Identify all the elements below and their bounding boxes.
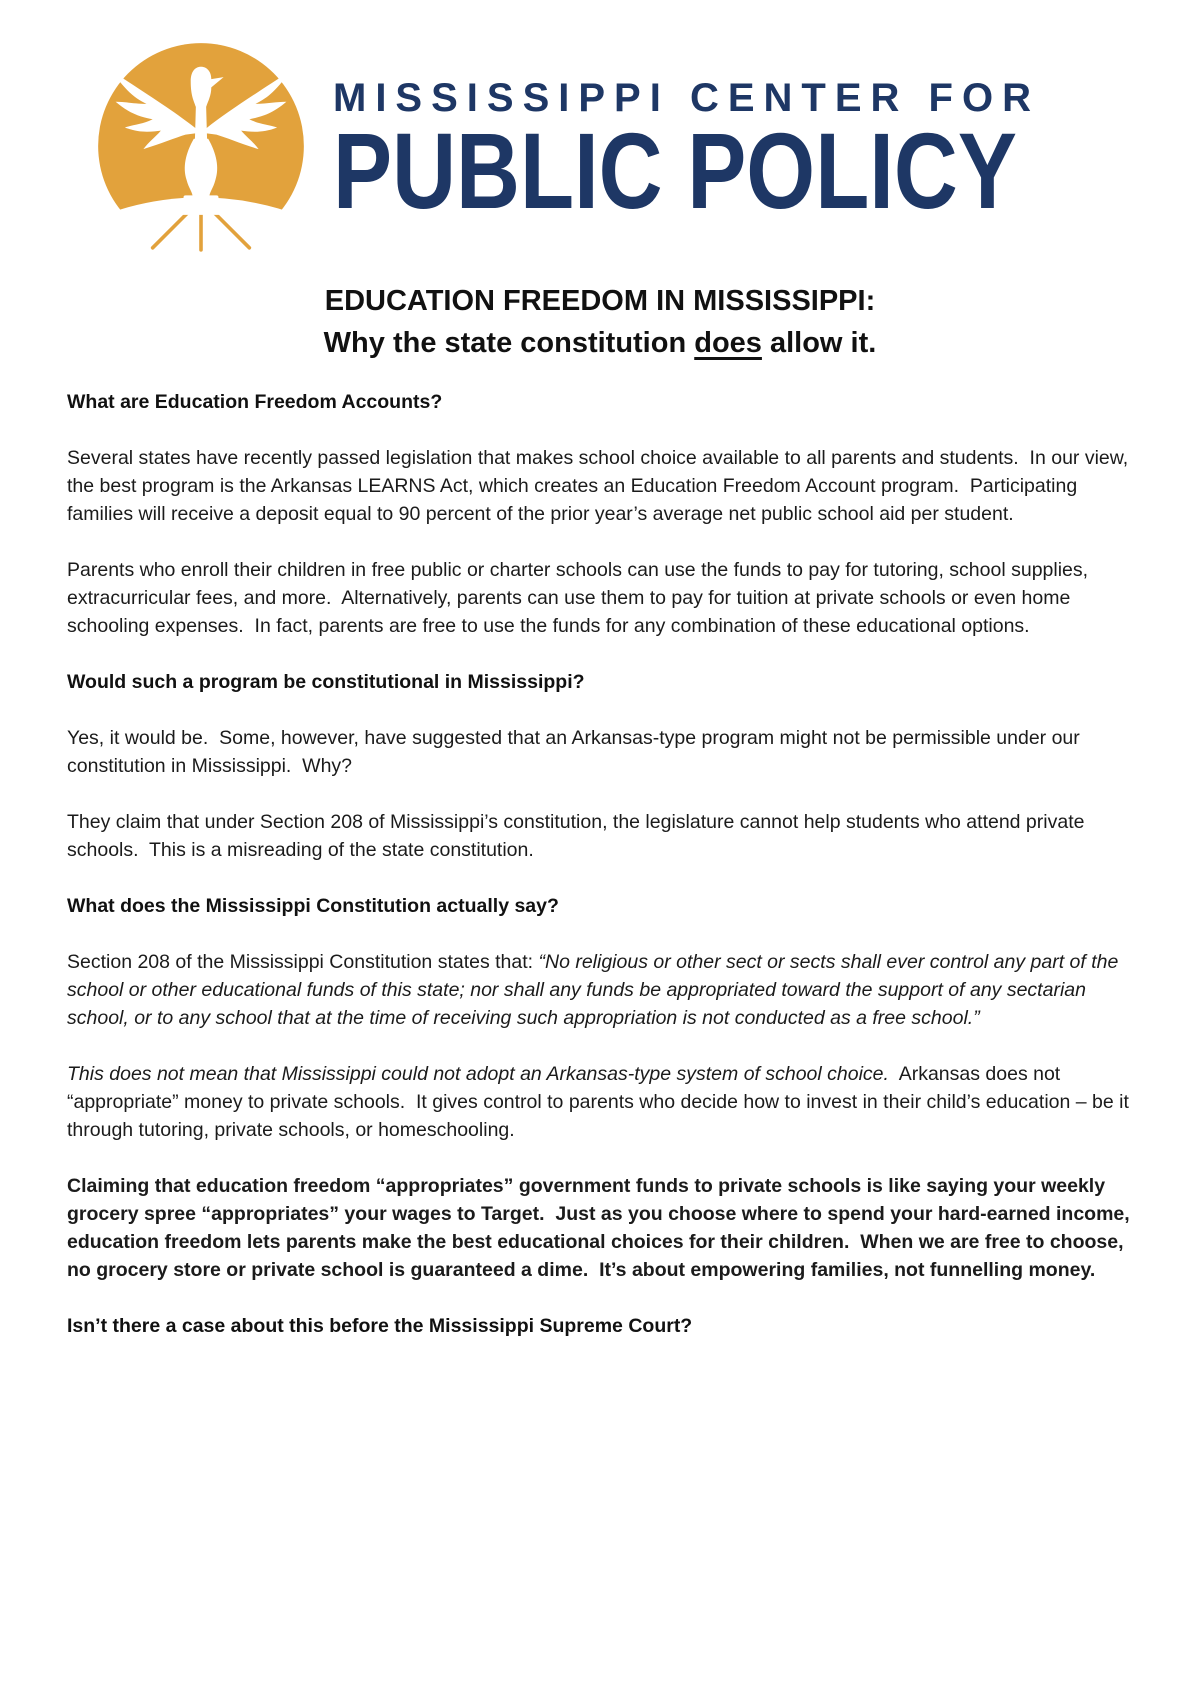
paragraph-constitution-quote: Section 208 of the Mississippi Constitution states that: “No religious or other sect or sects shall ever control any part of the school or other educational funds of this state; nor shall any funds be appropriated toward the support of any sectarian school, or to any school that at the time of receiving such appropriation is not conducted as a free school.” [67,951,1124,1029]
section-heading-constitution-says: What does the Mississippi Constitution actually say? [67,895,559,917]
eagle-lamp-logo-icon [93,38,309,254]
title-line-2: Why the state constitution does allow it. [323,327,877,359]
arkansas-lead-italic: This does not mean that Mississippi could not adopt an Arkansas-type system of school choice. [67,1063,889,1085]
title-line-1: EDUCATION FREEDOM IN MISSISSIPPI: [324,285,876,317]
title-emphasis-does: does [694,327,762,359]
document-title [0,280,1200,364]
header [0,0,1200,262]
article-body [67,388,1136,1340]
paragraph-fund-uses: Parents who enroll their children in free public or charter schools can use the funds to pay for tutoring, school supplies, extracurricular fees, and more. Alternatively, parents can use them to pay for tuition at private schools or even home schooling expenses. In fact, parents are free to use the funds for any combination of these educational options. [67,559,1094,637]
org-name-bottom: PUBLIC POLICY [333,110,1017,231]
constitution-quote-italic: “No religious or other sect or sects shall ever control any part of the school or other educational funds of this state; nor shall any funds be appropriated toward the support of any sectarian school, or to any school that at the time of receiving such appropriation is not conducted as a free school.” [67,951,1124,1029]
paragraph-grocery-analogy: Claiming that education freedom “appropriates” government funds to private schools is like saying your weekly grocery spree “appropriates” your wages to Target. Just as you choose where to spend your hard-earned income, education freedom lets parents make the best educational choices for their children. When we are free to choose, no grocery store or private school is guaranteed a dime. It’s about empowering families, not funnelling money. [67,1175,1136,1281]
paragraph-learns-act: Several states have recently passed legislation that makes school choice available to all parents and students. In our view, the best program is the Arkansas LEARNS Act, which creates an Education Freedom Account program. Participating families will receive a deposit equal to 90 percent of the prior year’s average net public school aid per student. [67,447,1134,525]
paragraph-arkansas-system: This does not mean that Mississippi could not adopt an Arkansas-type system of school choice. Arkansas does not “appropriate” money to private schools. It gives control to parents who decide how to invest in their child’s education – be it through tutoring, private schools, or homeschooling. [67,1063,1135,1141]
section-heading-accounts: What are Education Freedom Accounts? [67,391,443,413]
paragraph-yes-it-would: Yes, it would be. Some, however, have suggested that an Arkansas-type program might not be permissible under our constitution in Mississippi. Why? [67,727,1086,777]
section-heading-constitutional: Would such a program be constitutional in Mississippi? [67,671,585,693]
paragraph-section-208-claim: They claim that under Section 208 of Mississippi’s constitution, the legislature cannot help students who attend private schools. This is a misreading of the state constitution. [67,811,1090,861]
org-name-top: MISSISSIPPI CENTER FOR [333,76,1040,120]
section-heading-supreme-court: Isn’t there a case about this before the Mississippi Supreme Court? [67,1315,693,1337]
logo-wordmark [333,76,1167,231]
